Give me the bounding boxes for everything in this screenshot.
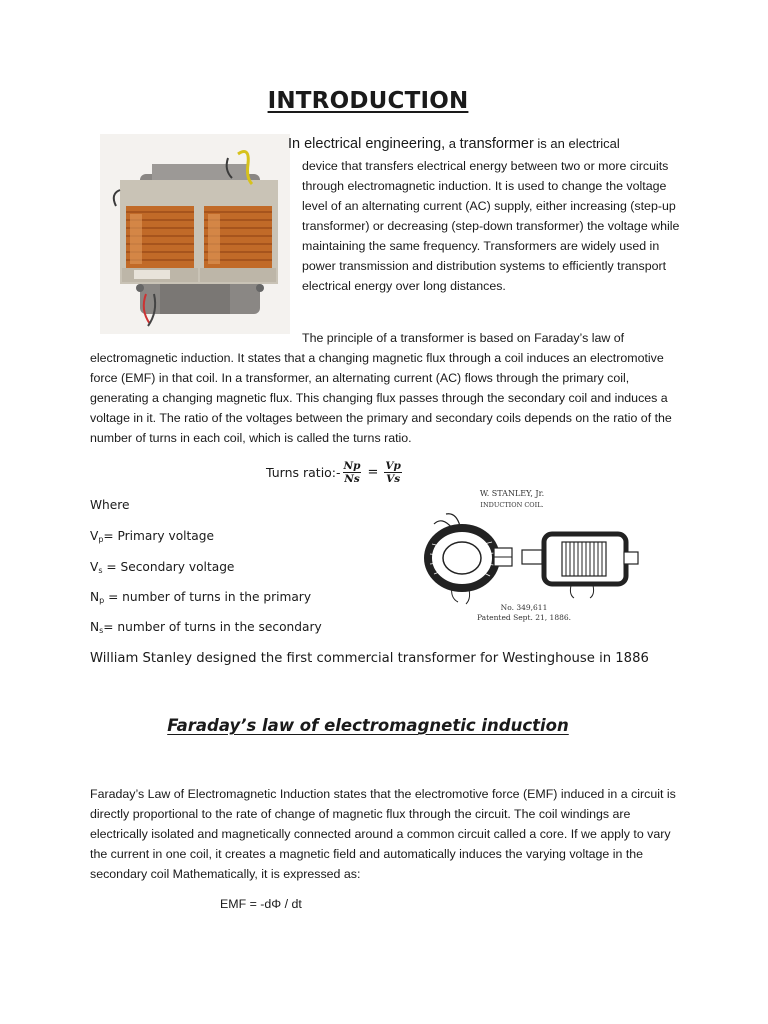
definition-text: = number of turns in the secondary (103, 620, 322, 634)
symbol: N (90, 590, 100, 604)
intro-lead (288, 133, 620, 155)
patent-subheader: INDUCTION COIL. (480, 501, 544, 509)
intro-lead-d: is an electrical (533, 136, 620, 151)
subscript: s (99, 626, 104, 635)
intro-lead-c: transformer (459, 136, 534, 152)
stanley-note: William Stanley designed the first commercial transformer for Westinghouse in 1886 (90, 651, 649, 666)
fraction-numerator: Vp (385, 460, 401, 472)
transformer-photo (100, 134, 290, 334)
equals-sign: = (367, 465, 379, 480)
subscript: p (98, 535, 104, 544)
definition-np (90, 590, 311, 605)
fraction-denominator: Ns (344, 473, 360, 485)
definition-text: = Secondary voltage (102, 560, 235, 574)
fraction-numerator: Np (343, 460, 361, 472)
definition-vs (90, 560, 234, 575)
definition-text: = Primary voltage (103, 529, 215, 543)
fraction-vp-vs (384, 460, 402, 485)
formula-label: Turns ratio:- (266, 465, 341, 480)
symbol: N (90, 620, 100, 634)
fraction-denominator: Vs (386, 473, 401, 485)
section-heading-faraday: Faraday’s law of electromagnetic induction (167, 716, 569, 735)
subscript: s (98, 566, 103, 575)
symbol: V (90, 560, 99, 574)
definition-text: = number of turns in the primary (104, 590, 312, 604)
patent-number: No. 349,611 (500, 603, 548, 612)
turns-ratio-formula (266, 460, 404, 485)
patent-header: W. STANLEY, Jr. (479, 489, 545, 498)
principle-paragraph: The principle of a transformer is based on Faraday’s law of electromagnetic induction. It states that a changing magnetic flux through a coil induces an electromotive force (EMF) in that coil. In a transformer, an alternating current (AC) flows through the primary coil, generating a changing magnetic flux. This changing flux passes through the secondary coil and induces a voltage in it. The ratio of the voltages between the primary and secondary coils depends on the ratio of the number of turns in each coil, which is called the turns ratio. (90, 331, 672, 445)
patent-date: Patented Sept. 21, 1886. (476, 613, 572, 622)
definition-vp (90, 529, 214, 544)
symbol: V (90, 529, 99, 543)
intro-paragraph: device that transfers electrical energy between two or more circuits through electromagnetic induction. It is used to change the voltage level of an alternating current (AC) supply, either increasing (step-up transformer) or decreasing (step-down transformer) the voltage while maintaining the same frequency. Transformers are widely used in power transmission and distribution systems to efficiently transport electrical energy over long distances. (302, 159, 680, 293)
definition-ns (90, 620, 322, 635)
subscript: p (99, 596, 105, 605)
page-title: INTRODUCTION (267, 88, 469, 114)
intro-lead-a: In electrical engineering, (288, 136, 446, 152)
intro-lead-b: a (445, 136, 460, 151)
stanley-patent-drawing (412, 486, 648, 626)
fraction-np-ns (343, 460, 362, 485)
where-label: Where (90, 498, 130, 512)
emf-equation: EMF = -dΦ / dt (220, 897, 302, 911)
faraday-paragraph: Faraday’s Law of Electromagnetic Induction states that the electromotive force (EMF) induced in a circuit is directly proportional to the rate of change of magnetic flux through the circuit. The coil windings are electrically isolated and magnetically connected around a common circuit called a core. If we apply to vary the current in one coil, it creates a magnetic field and automatically induces the varying voltage in the secondary coil Mathematically, it is expressed as: (90, 787, 676, 881)
